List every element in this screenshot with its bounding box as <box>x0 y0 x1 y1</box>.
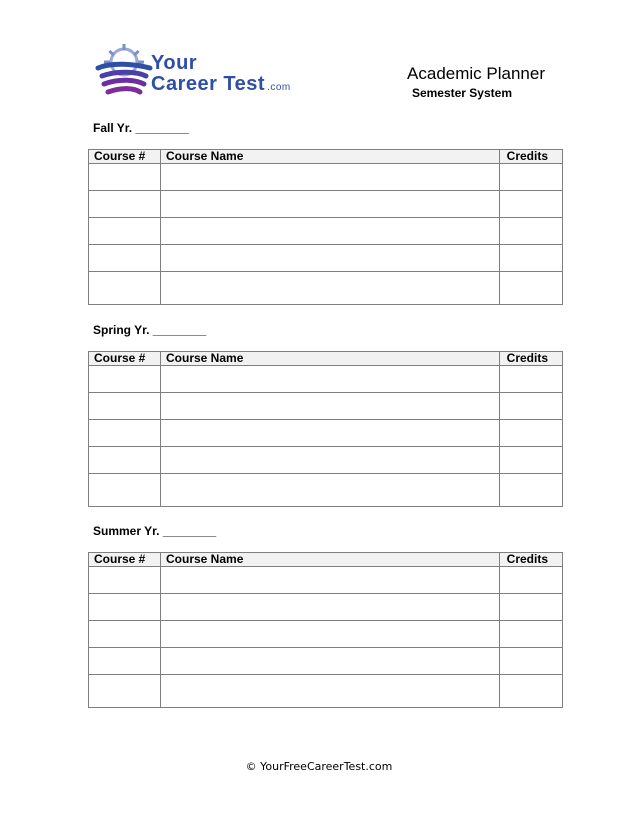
table-header-row <box>89 553 563 567</box>
credits-cell[interactable] <box>500 366 563 393</box>
table-row <box>89 191 563 218</box>
course-name-cell[interactable] <box>161 675 500 708</box>
page-title: Academic Planner <box>407 64 545 83</box>
course-name-cell[interactable] <box>161 245 500 272</box>
table-row <box>89 420 563 447</box>
credits-cell[interactable] <box>500 594 563 621</box>
credits-cell[interactable] <box>500 567 563 594</box>
table-row <box>89 675 563 708</box>
logo-wordmark-line2 <box>151 73 291 96</box>
section-label-fall: Fall Yr. ________ <box>93 121 189 135</box>
course-number-cell[interactable] <box>89 191 161 218</box>
column-header-course-number: Course # <box>89 553 161 567</box>
course-name-cell[interactable] <box>161 191 500 218</box>
table-row <box>89 164 563 191</box>
course-number-cell[interactable] <box>89 648 161 675</box>
column-header-course-number: Course # <box>89 150 161 164</box>
column-header-course-name: Course Name <box>161 150 500 164</box>
credits-cell[interactable] <box>500 393 563 420</box>
credits-cell[interactable] <box>500 164 563 191</box>
course-number-cell[interactable] <box>89 621 161 648</box>
logo-wordmark-suffix: .com <box>267 82 291 93</box>
credits-cell[interactable] <box>500 474 563 507</box>
course-name-cell[interactable] <box>161 366 500 393</box>
table-header-row <box>89 352 563 366</box>
course-number-cell[interactable] <box>89 218 161 245</box>
course-name-cell[interactable] <box>161 420 500 447</box>
column-header-credits: Credits <box>500 553 563 567</box>
course-number-cell[interactable] <box>89 393 161 420</box>
table-row <box>89 474 563 507</box>
credits-cell[interactable] <box>500 218 563 245</box>
course-number-cell[interactable] <box>89 474 161 507</box>
footer-copyright: © YourFreeCareerTest.com <box>245 760 393 773</box>
column-header-course-number: Course # <box>89 352 161 366</box>
course-number-cell[interactable] <box>89 272 161 305</box>
course-number-cell[interactable] <box>89 366 161 393</box>
course-name-cell[interactable] <box>161 621 500 648</box>
course-name-cell[interactable] <box>161 272 500 305</box>
column-header-credits: Credits <box>500 150 563 164</box>
course-number-cell[interactable] <box>89 420 161 447</box>
logo-wordmark-main: Career Test <box>151 73 266 95</box>
course-name-cell[interactable] <box>161 164 500 191</box>
credits-cell[interactable] <box>500 648 563 675</box>
page-subtitle: Semester System <box>411 86 512 100</box>
table-row <box>89 567 563 594</box>
credits-cell[interactable] <box>500 420 563 447</box>
credits-cell[interactable] <box>500 447 563 474</box>
course-name-cell[interactable] <box>161 447 500 474</box>
course-name-cell[interactable] <box>161 567 500 594</box>
course-number-cell[interactable] <box>89 567 161 594</box>
logo-wordmark-line1: Your <box>151 52 198 74</box>
course-number-cell[interactable] <box>89 164 161 191</box>
table-row <box>89 594 563 621</box>
course-number-cell[interactable] <box>89 447 161 474</box>
summer-course-table <box>88 552 563 708</box>
credits-cell[interactable] <box>500 621 563 648</box>
table-row <box>89 447 563 474</box>
course-name-cell[interactable] <box>161 648 500 675</box>
fall-course-table <box>88 149 563 305</box>
course-number-cell[interactable] <box>89 245 161 272</box>
credits-cell[interactable] <box>500 675 563 708</box>
table-row <box>89 245 563 272</box>
course-number-cell[interactable] <box>89 675 161 708</box>
course-name-cell[interactable] <box>161 594 500 621</box>
column-header-course-name: Course Name <box>161 553 500 567</box>
credits-cell[interactable] <box>500 191 563 218</box>
column-header-course-name: Course Name <box>161 352 500 366</box>
course-number-cell[interactable] <box>89 594 161 621</box>
logo-emblem-icon <box>94 40 154 104</box>
logo <box>94 40 291 110</box>
column-header-credits: Credits <box>500 352 563 366</box>
table-row <box>89 621 563 648</box>
credits-cell[interactable] <box>500 272 563 305</box>
credits-cell[interactable] <box>500 245 563 272</box>
table-row <box>89 648 563 675</box>
table-row <box>89 393 563 420</box>
course-name-cell[interactable] <box>161 218 500 245</box>
spring-course-table <box>88 351 563 507</box>
course-name-cell[interactable] <box>161 393 500 420</box>
section-label-summer: Summer Yr. ________ <box>93 524 217 538</box>
table-row <box>89 272 563 305</box>
section-label-spring: Spring Yr. ________ <box>93 323 207 337</box>
table-header-row <box>89 150 563 164</box>
table-row <box>89 218 563 245</box>
course-name-cell[interactable] <box>161 474 500 507</box>
table-row <box>89 366 563 393</box>
